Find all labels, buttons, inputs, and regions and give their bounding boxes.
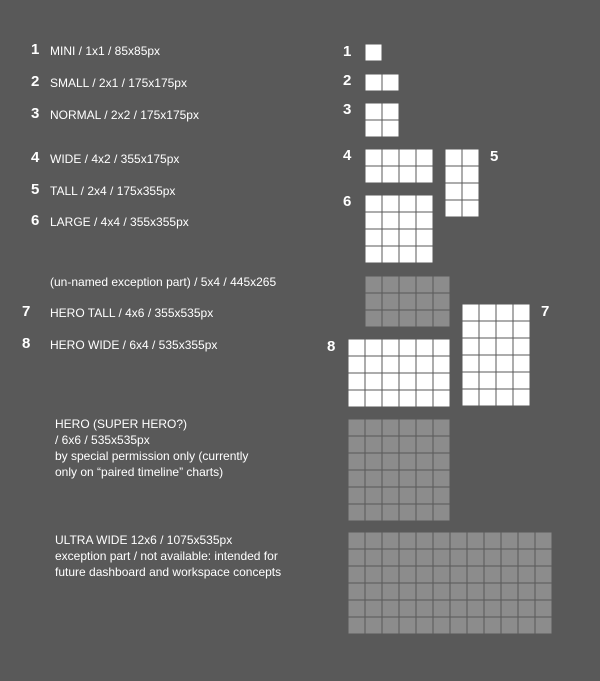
grid-cell <box>462 389 479 406</box>
grid-cell <box>399 487 416 504</box>
label-normal: NORMAL / 2x2 / 175x175px <box>50 108 199 122</box>
grid-cell <box>399 470 416 487</box>
grid-cell <box>382 453 399 470</box>
grid-cell <box>450 566 467 583</box>
grid-cell <box>416 276 433 293</box>
grid-cell <box>382 487 399 504</box>
grid-cell <box>365 504 382 521</box>
grid-cell <box>450 617 467 634</box>
grid-cell <box>365 166 382 183</box>
grid-cell <box>348 583 365 600</box>
grid-cell <box>479 338 496 355</box>
grid-cell <box>399 617 416 634</box>
grid-cell <box>348 356 365 373</box>
grid-cell <box>382 229 399 246</box>
grid-cell <box>365 356 382 373</box>
grid-cell <box>382 583 399 600</box>
grid-cell <box>513 372 530 389</box>
grid-cell <box>416 549 433 566</box>
grid-cell <box>535 583 552 600</box>
grid-cell <box>416 390 433 407</box>
grid-cell <box>382 373 399 390</box>
grid-cell <box>382 246 399 263</box>
grid-cell <box>467 549 484 566</box>
grid-cell <box>462 149 479 166</box>
grid-cell <box>416 195 433 212</box>
grid-cell <box>462 321 479 338</box>
ultra-note-line: future dashboard and workspace concepts <box>55 565 282 579</box>
grid-cell <box>467 566 484 583</box>
grid-cell <box>484 549 501 566</box>
grid-cell <box>399 195 416 212</box>
grid-cell <box>416 373 433 390</box>
grid-cell <box>399 549 416 566</box>
grid-cell <box>450 549 467 566</box>
grid-cell <box>484 617 501 634</box>
grid-cell <box>433 504 450 521</box>
grid-cell <box>496 389 513 406</box>
grid-cell <box>433 436 450 453</box>
grid-cell <box>433 390 450 407</box>
tile-normal <box>365 103 399 137</box>
grid-cell <box>382 276 399 293</box>
grid-cell <box>416 166 433 183</box>
grid-cell <box>365 310 382 327</box>
grid-cell <box>416 310 433 327</box>
grid-cell <box>433 453 450 470</box>
grid-cell <box>445 166 462 183</box>
grid-cell <box>365 276 382 293</box>
grid-cell <box>535 600 552 617</box>
grid-cell <box>348 390 365 407</box>
label-num-8: 8 <box>22 335 31 352</box>
grid-cell <box>518 617 535 634</box>
tile-num-4: 4 <box>343 147 352 164</box>
grid-cell <box>462 304 479 321</box>
grid-cell <box>416 339 433 356</box>
grid-cell <box>365 293 382 310</box>
grid-cell <box>416 419 433 436</box>
ultra-note-line: exception part / not available: intended for <box>55 549 278 563</box>
grid-cell <box>382 566 399 583</box>
grid-cell <box>484 566 501 583</box>
grid-cell <box>433 310 450 327</box>
grid-cell <box>399 419 416 436</box>
grid-cell <box>433 566 450 583</box>
grid-cell <box>382 149 399 166</box>
hero-note-line: HERO (SUPER HERO?) <box>55 417 188 431</box>
grid-cell <box>433 276 450 293</box>
grid-cell <box>479 321 496 338</box>
grid-cell <box>365 617 382 634</box>
grid-cell <box>433 549 450 566</box>
grid-cell <box>348 470 365 487</box>
grid-cell <box>496 372 513 389</box>
grid-cell <box>348 504 365 521</box>
tile-num-3: 3 <box>343 101 352 118</box>
grid-cell <box>518 549 535 566</box>
grid-cell <box>365 419 382 436</box>
grid-cell <box>365 470 382 487</box>
grid-cell <box>399 229 416 246</box>
grid-cell <box>501 617 518 634</box>
grid-cell <box>467 617 484 634</box>
grid-cell <box>382 74 399 91</box>
grid-cell <box>348 487 365 504</box>
grid-cell <box>399 373 416 390</box>
grid-cell <box>535 549 552 566</box>
grid-cell <box>433 356 450 373</box>
grid-cell <box>399 436 416 453</box>
grid-cell <box>416 600 433 617</box>
grid-cell <box>518 600 535 617</box>
grid-cell <box>433 339 450 356</box>
grid-cell <box>479 389 496 406</box>
label-mini: MINI / 1x1 / 85x85px <box>50 44 161 58</box>
label-num-6: 6 <box>31 212 40 229</box>
tile-exception <box>365 276 450 327</box>
grid-cell <box>365 532 382 549</box>
grid-cell <box>416 504 433 521</box>
grid-cell <box>416 453 433 470</box>
ultra-note-line: ULTRA WIDE 12x6 / 1075x535px <box>55 533 233 547</box>
grid-cell <box>365 453 382 470</box>
grid-cell <box>513 321 530 338</box>
grid-cell <box>365 44 382 61</box>
grid-cell <box>365 103 382 120</box>
grid-cell <box>382 212 399 229</box>
grid-cell <box>462 372 479 389</box>
grid-cell <box>445 200 462 217</box>
grid-cell <box>348 436 365 453</box>
grid-cell <box>479 372 496 389</box>
grid-cell <box>399 293 416 310</box>
grid-cell <box>382 103 399 120</box>
grid-cell <box>365 390 382 407</box>
grid-cell <box>416 487 433 504</box>
tile-num-2: 2 <box>343 72 352 89</box>
tile-large <box>365 195 433 263</box>
grid-cell <box>382 310 399 327</box>
ultra-note <box>55 532 281 580</box>
grid-cell <box>382 549 399 566</box>
grid-cell <box>365 212 382 229</box>
grid-cell <box>535 532 552 549</box>
grid-cell <box>479 304 496 321</box>
grid-cell <box>416 470 433 487</box>
tile-hero-wide <box>348 339 450 407</box>
tile-wide <box>365 149 433 183</box>
grid-cell <box>518 566 535 583</box>
grid-cell <box>365 566 382 583</box>
grid-cell <box>433 617 450 634</box>
grid-cell <box>382 532 399 549</box>
grid-cell <box>535 617 552 634</box>
grid-cell <box>365 549 382 566</box>
label-num-2: 2 <box>31 73 40 90</box>
grid-cell <box>496 321 513 338</box>
grid-cell <box>365 339 382 356</box>
grid-cell <box>348 453 365 470</box>
tile-num-8: 8 <box>327 338 336 355</box>
tile-ultra-wide <box>348 532 552 634</box>
grid-cell <box>501 583 518 600</box>
grid-cell <box>382 617 399 634</box>
grid-cell <box>348 566 365 583</box>
grid-cell <box>462 183 479 200</box>
grid-cell <box>382 600 399 617</box>
grid-cell <box>433 487 450 504</box>
grid-cell <box>416 532 433 549</box>
grid-cell <box>433 293 450 310</box>
tile-num-6: 6 <box>343 193 352 210</box>
label-small: SMALL / 2x1 / 175x175px <box>50 76 187 90</box>
grid-cell <box>382 419 399 436</box>
label-hero-wide: HERO WIDE / 6x4 / 535x355px <box>50 338 218 352</box>
grid-cell <box>382 470 399 487</box>
tile-num-7: 7 <box>541 303 550 320</box>
grid-cell <box>365 373 382 390</box>
grid-cell <box>399 166 416 183</box>
grid-cell <box>416 212 433 229</box>
label-num-5: 5 <box>31 181 40 198</box>
grid-cell <box>535 566 552 583</box>
grid-cell <box>399 600 416 617</box>
grid-cell <box>462 355 479 372</box>
grid-cell <box>501 549 518 566</box>
grid-cell <box>479 355 496 372</box>
grid-cell <box>365 149 382 166</box>
grid-cell <box>513 355 530 372</box>
grid-cell <box>399 339 416 356</box>
grid-cell <box>467 600 484 617</box>
tile-small <box>365 74 399 91</box>
grid-cell <box>501 600 518 617</box>
grid-cell <box>467 532 484 549</box>
tile-num-5: 5 <box>490 148 499 165</box>
grid-cell <box>399 276 416 293</box>
tile-tall <box>445 149 479 217</box>
grid-cell <box>399 212 416 229</box>
grid-cell <box>501 566 518 583</box>
grid-cell <box>518 532 535 549</box>
grid-cell <box>416 436 433 453</box>
grid-cell <box>513 338 530 355</box>
grid-cell <box>496 338 513 355</box>
grid-cell <box>518 583 535 600</box>
label-wide: WIDE / 4x2 / 355x175px <box>50 152 180 166</box>
grid-cell <box>462 200 479 217</box>
grid-cell <box>416 246 433 263</box>
grid-cell <box>399 390 416 407</box>
grid-cell <box>416 293 433 310</box>
grid-cell <box>416 229 433 246</box>
grid-cell <box>348 532 365 549</box>
grid-cell <box>467 583 484 600</box>
hero-note-line: / 6x6 / 535x535px <box>55 433 150 447</box>
grid-cell <box>496 304 513 321</box>
grid-cell <box>484 600 501 617</box>
grid-cell <box>399 149 416 166</box>
tile-hero-tall <box>462 304 530 406</box>
grid-cell <box>416 356 433 373</box>
grid-cell <box>365 74 382 91</box>
grid-cell <box>382 166 399 183</box>
grid-cell <box>365 120 382 137</box>
hero-note-line: only on “paired timeline” charts) <box>55 465 224 479</box>
label-num-3: 3 <box>31 105 40 122</box>
label-num-7: 7 <box>22 303 31 320</box>
grid-cell <box>365 487 382 504</box>
tile-mini <box>365 44 382 61</box>
grid-cell <box>501 532 518 549</box>
hero-note <box>55 416 248 480</box>
grid-cell <box>382 195 399 212</box>
hero-note-line: by special permission only (currently <box>55 449 249 463</box>
grid-cell <box>348 600 365 617</box>
grid-cell <box>382 390 399 407</box>
grid-cell <box>416 583 433 600</box>
grid-cell <box>445 149 462 166</box>
grid-cell <box>399 583 416 600</box>
label-tall: TALL / 2x4 / 175x355px <box>50 184 176 198</box>
grid-cell <box>399 532 416 549</box>
grid-cell <box>382 293 399 310</box>
grid-cell <box>484 583 501 600</box>
grid-cell <box>450 583 467 600</box>
grid-cell <box>382 120 399 137</box>
grid-cell <box>348 617 365 634</box>
grid-cell <box>348 549 365 566</box>
grid-cell <box>365 600 382 617</box>
grid-cell <box>416 149 433 166</box>
grid-cell <box>433 419 450 436</box>
grid-cell <box>416 617 433 634</box>
grid-cell <box>433 600 450 617</box>
grid-cell <box>416 566 433 583</box>
grid-cell <box>382 339 399 356</box>
label-num-1: 1 <box>31 41 40 58</box>
grid-cell <box>399 566 416 583</box>
grid-cell <box>365 583 382 600</box>
label-large: LARGE / 4x4 / 355x355px <box>50 215 189 229</box>
grid-cell <box>445 183 462 200</box>
grid-cell <box>433 470 450 487</box>
label-hero-tall: HERO TALL / 4x6 / 355x535px <box>50 306 214 320</box>
grid-cell <box>399 246 416 263</box>
grid-cell <box>513 304 530 321</box>
grid-cell <box>348 419 365 436</box>
grid-cell <box>365 195 382 212</box>
grid-cell <box>513 389 530 406</box>
grid-cell <box>399 356 416 373</box>
grid-cell <box>382 504 399 521</box>
grid-cell <box>450 600 467 617</box>
grid-cell <box>433 532 450 549</box>
grid-cell <box>382 436 399 453</box>
label-exception: (un-named exception part) / 5x4 / 445x265 <box>50 275 277 289</box>
grid-cell <box>484 532 501 549</box>
grid-cell <box>496 355 513 372</box>
tile-num-1: 1 <box>343 43 352 60</box>
grid-cell <box>399 453 416 470</box>
grid-cell <box>365 246 382 263</box>
grid-cell <box>348 373 365 390</box>
grid-cell <box>365 436 382 453</box>
grid-cell <box>450 532 467 549</box>
grid-cell <box>399 504 416 521</box>
grid-cell <box>365 229 382 246</box>
grid-cell <box>462 338 479 355</box>
grid-cell <box>433 583 450 600</box>
tile-hero <box>348 419 450 521</box>
grid-cell <box>462 166 479 183</box>
grid-cell <box>348 339 365 356</box>
grid-cell <box>433 373 450 390</box>
label-num-4: 4 <box>31 149 40 166</box>
grid-cell <box>382 356 399 373</box>
grid-cell <box>399 310 416 327</box>
